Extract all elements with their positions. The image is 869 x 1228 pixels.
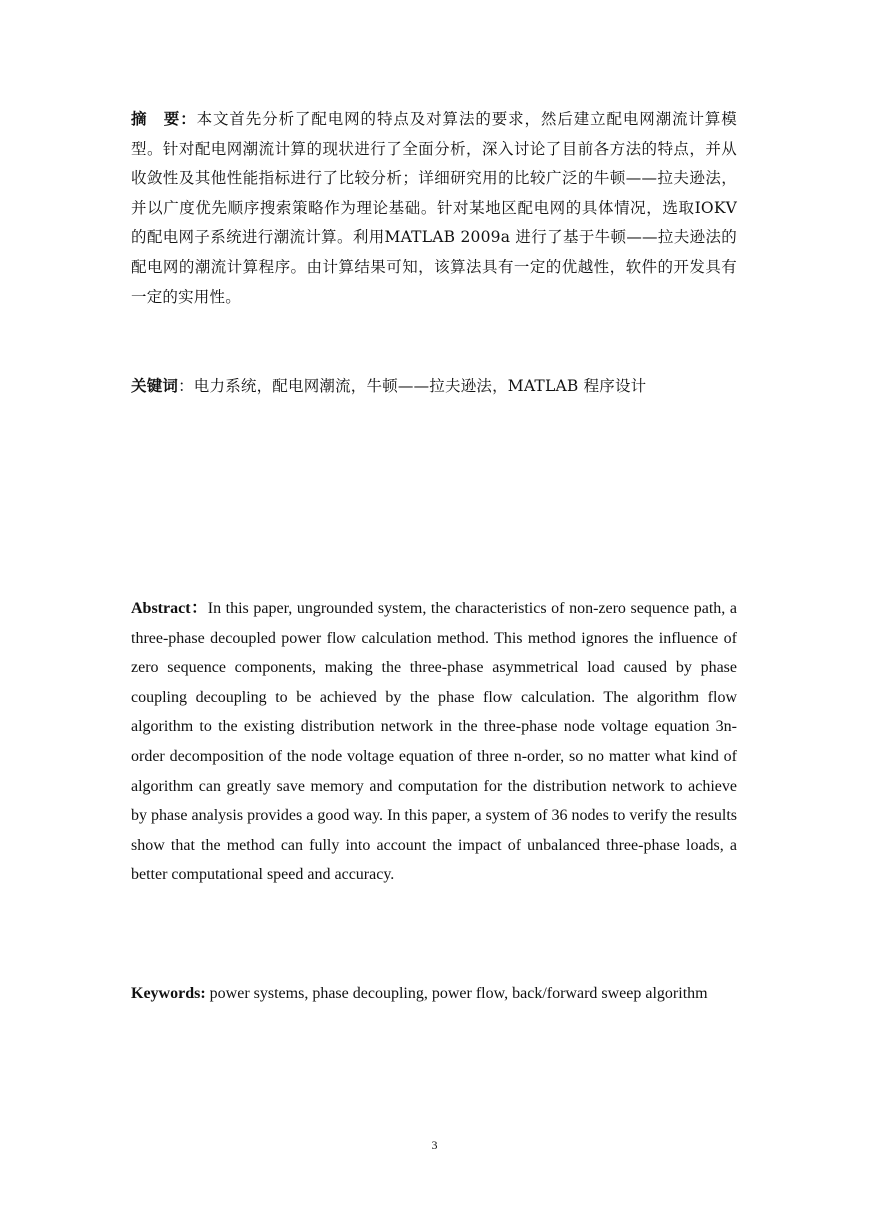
keywords-en-text: power systems, phase decoupling, power flow, back/forward sweep algorithm <box>205 985 708 1002</box>
keywords-en-label: Keywords: <box>131 985 206 1002</box>
abstract-zh-paragraph <box>131 104 737 312</box>
abstract-en-paragraph <box>131 594 737 890</box>
abstract-en-label: Abstract： <box>131 600 208 617</box>
keywords-zh-label: 关键词 <box>131 376 179 395</box>
keywords-en-paragraph <box>131 979 737 1009</box>
abstract-zh-text: 本文首先分析了配电网的特点及对算法的要求，然后建立配电网潮流计算模型。针对配电网潮流计算的现状进行了全面分析，深入讨论了目前各方法的特点，并从收敛性及其他性能指标进行了比较分析；详细研究用的比较广泛的牛顿——拉夫逊法，并以广度优先顺序搜索策略作为理论基础。针对某地区配电网的具体情况，选取IOKV的配电网子系统进行潮流计算。利用MATLAB 2009a 进行了基于牛顿——拉夫逊法的配电网的潮流计算程序。由计算结果可知，该算法具有一定的优越性，软件的开发具有一定的实用性。 <box>131 110 737 306</box>
page-number: 3 <box>431 1138 438 1152</box>
keywords-zh-text: ：电力系统，配电网潮流，牛顿——拉夫逊法，MATLAB 程序设计 <box>178 377 647 395</box>
abstract-zh-label: 摘 要： <box>131 109 197 128</box>
abstract-en-text: In this paper, ungrounded system, the characteristics of non-zero sequence path, a three-phase decoupled power flow calculation method. This method ignores the influence of zero sequence components, making the three-phase asymmetrical load caused by phase coupling decoupling to be achieved by the phase flow calculation. The algorithm flow algorithm to the existing distribution network in the three-phase node voltage equation 3n-order decomposition of the node voltage equation of three n-order, so no matter what kind of algorithm can greatly save memory and computation for the distribution network to achieve by phase analysis provides a good way. In this paper, a system of 36 nodes to verify the results show that the method can fully into account the impact of unbalanced three-phase loads, a better computational speed and accuracy. <box>131 600 737 884</box>
keywords-zh-paragraph <box>131 371 737 402</box>
